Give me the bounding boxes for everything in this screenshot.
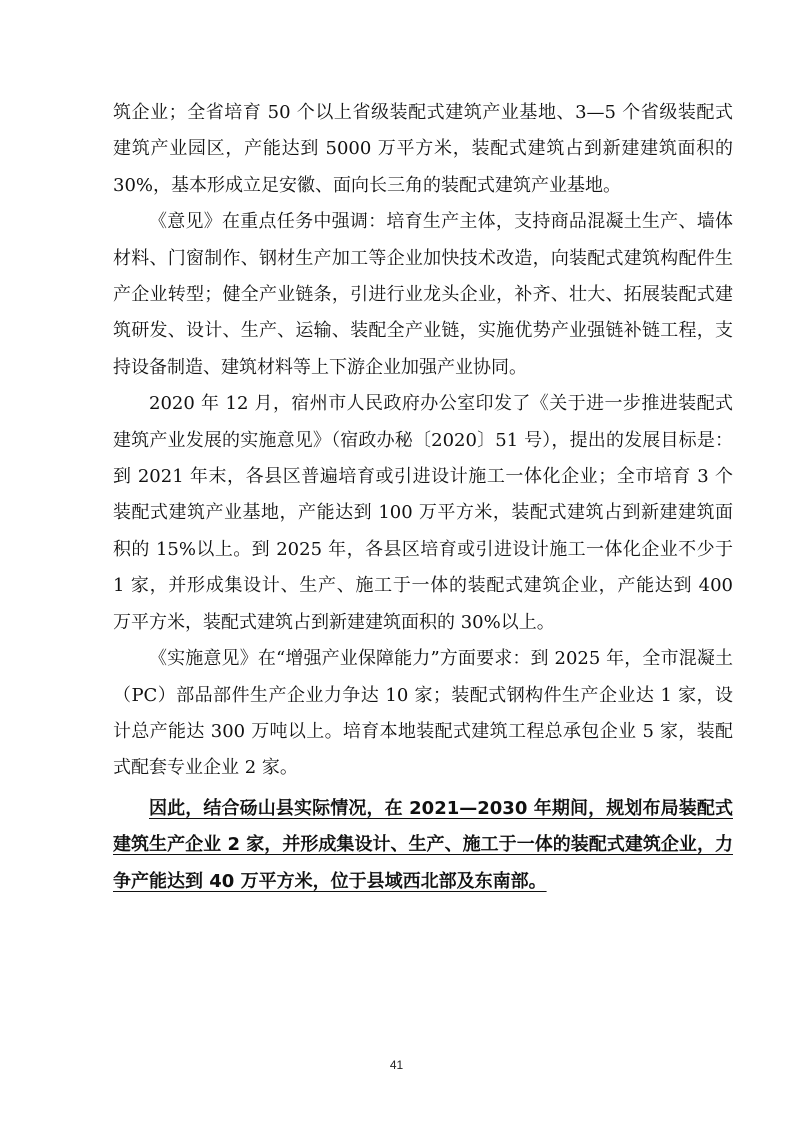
page-number: 41 — [389, 1058, 404, 1072]
paragraph-conclusion: 因此，结合砀山县实际情况，在 2021—2030 年期间，规划布局装配式建筑生产企业 2 家，并形成集设计、生产、施工于一体的装配式建筑企业，力争产能达到 40 万平方米，位于县域西北部及东南部。 — [113, 797, 733, 892]
body-text — [113, 95, 733, 900]
paragraph-suzhou-goals: 2020 年 12 月，宿州市人民政府办公室印发了《关于进一步推进装配式建筑产业发展的实施意见》（宿政办秘〔2020〕51 号），提出的发展目标是：到 2021 年末，各县区普遍培育或引进设计施工一体化企业；全市培育 3 个装配式建筑产业基地，产能达到 100 万平方米，装配式建筑占到新建建筑面积的 15%以上。到 2025 年，各县区培育或引进设计施工一体化企业不少于 1 家，并形成集设计、生产、施工于一体的装配式建筑企业，产能达到 400 万平方米，装配式建筑占到新建建筑面积的 30%以上。 — [113, 393, 733, 633]
paragraph-continued: 筑企业；全省培育 50 个以上省级装配式建筑产业基地、3—5 个省级装配式建筑产业园区，产能达到 5000 万平方米，装配式建筑占到新建建筑面积的 30%，基本形成立足安徽、面向长三角的装配式建筑产业基地。 — [113, 102, 733, 196]
paragraph-implementation-requirements: 《实施意见》在“增强产业保障能力”方面要求：到 2025 年，全市混凝土（PC）部品部件生产企业力争达 10 家；装配式钢构件生产企业达 1 家，设计总产能达 300 万吨以上。培育本地装配式建筑工程总承包企业 5 家，装配式配套专业企业 2 家。 — [113, 648, 733, 779]
paragraph-opinion-tasks: 《意见》在重点任务中强调：培育生产主体，支持商品混凝土生产、墙体材料、门窗制作、钢材生产加工等企业加快技术改造，向装配式建筑构配件生产企业转型；健全产业链条，引进行业龙头企业，补齐、壮大、拓展装配式建筑研发、设计、生产、运输、装配全产业链，实施优势产业强链补链工程，支持设备制造、建筑材料等上下游企业加强产业协同。 — [113, 211, 733, 378]
